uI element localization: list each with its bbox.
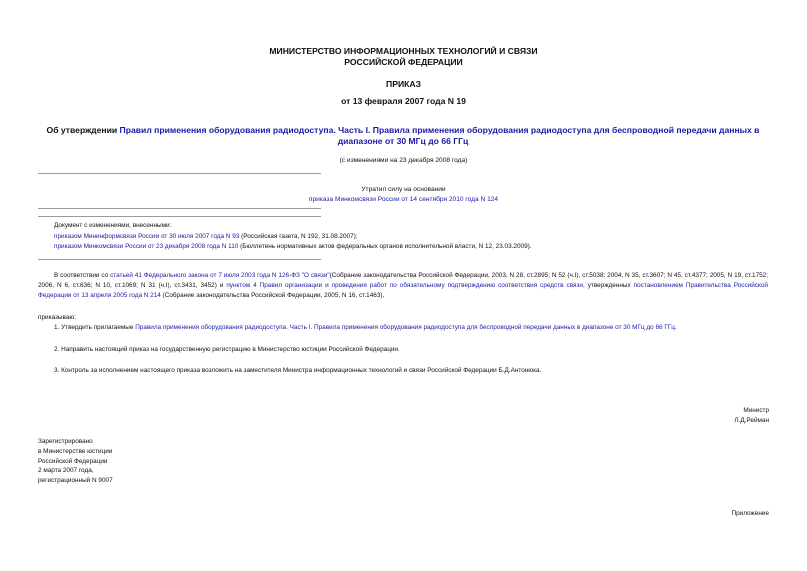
signature-position: Министр: [743, 407, 769, 414]
preamble-text: В соответствии со: [54, 272, 111, 279]
changes-item-2-link[interactable]: приказом Минкомсвязи России от 23 декабря 2008 года N 110: [54, 243, 239, 250]
preamble-text: (Собрание законодательства Российской Федерации, 2005, N 16, ст.1463),: [160, 291, 385, 299]
lapsed-note: Утратил силу на основании: [361, 186, 446, 193]
registration-line: 2 марта 2007 года,: [38, 467, 94, 475]
law-link[interactable]: статьей 41 Федерального закона от 7 июля 2003 года N 126-ФЗ "О связи": [110, 272, 330, 279]
changes-heading: Документ с изменениями, внесенными:: [54, 222, 172, 229]
document-type: ПРИКАЗ: [386, 79, 421, 89]
order-item-3: 3. Контроль за исполнением настоящего приказа возложить на заместителя Министра информационных технологий и связи Российской Федерации Б.Д.Антонюка.: [54, 367, 542, 374]
order-item-1: [54, 323, 677, 333]
appendix-label: Приложение: [731, 510, 769, 517]
document-title: [36, 125, 770, 147]
order-word: приказываю:: [38, 314, 76, 321]
preamble-text: , утвержденных: [582, 281, 634, 289]
registration-line: регистрационный N 9007: [38, 477, 113, 485]
divider: [38, 173, 321, 174]
registration-block: [38, 437, 113, 486]
changes-item-2-source: (Бюллетень нормативных актов федеральных органов исполнительной власти, N 12, 23.03.2009).: [238, 243, 532, 250]
title-link[interactable]: Правил применения оборудования радиодоступа. Часть I. Правила применения оборудования радиодоступа для беспроводной передачи данных в диапазоне от 30 МГц до 66 ГГц: [119, 125, 760, 146]
title-prefix: Об утверждении: [46, 125, 120, 135]
divider: [38, 259, 321, 260]
changes-item-1: [54, 232, 358, 242]
document-date: от 13 февраля 2007 года N 19: [341, 96, 466, 106]
registration-line: в Министерстве юстиции: [38, 447, 113, 455]
order-item-2: 2. Направить настоящий приказ на государственную регистрацию в Министерство юстиции Российской Федерации.: [54, 346, 400, 353]
order-item-1-link[interactable]: Правила применения оборудования радиодоступа. Часть I. Правила применения оборудования радиодоступа для беспроводной передачи данных в диапазоне от 30 МГц до 66 ГГц: [135, 324, 675, 331]
amendments-note: (с изменениями на 23 декабря 2008 года): [339, 157, 468, 164]
divider: [38, 208, 321, 209]
changes-item-2: [54, 242, 532, 252]
preamble-text: (Собрание законодательства Российской Федерации, 2003, N 28, ст.2895; N 52 (ч.I), ст.5038; 2004, N 35, ст.3607; N 45, ст.4377; 2005, N 19, ст.1752; 2006, N 6, ст.636; N 10, ст.1069; N 31 (ч.I), ст.3431, 3452) и: [38, 272, 769, 289]
divider: [38, 216, 321, 217]
ministry-name-line1: МИНИСТЕРСТВО ИНФОРМАЦИОННЫХ ТЕХНОЛОГИЙ И СВЯЗИ: [269, 46, 538, 56]
ministry-name-line2: РОССИЙСКОЙ ФЕДЕРАЦИИ: [344, 57, 463, 67]
order-item-1-end: .: [674, 324, 677, 331]
registration-line: Зарегистрировано: [38, 438, 93, 445]
changes-item-1-source: (Российская газета, N 192, 31.08.2007);: [239, 233, 358, 240]
order-item-1-text: 1. Утвердить прилагаемые: [54, 324, 136, 331]
lapsed-link[interactable]: приказа Минкомсвязи России от 14 сентября 2010 года N 124: [308, 196, 499, 203]
changes-item-1-link[interactable]: приказом Мининформсвязи России от 30 июля 2007 года N 93: [54, 233, 240, 240]
rules-link[interactable]: пунктом 4 Правил организации и проведения работ по обязательному подтверждению соответствия средств связи: [226, 281, 583, 289]
registration-line: Российской Федерации: [38, 457, 108, 465]
preamble-paragraph: [38, 271, 768, 300]
signature-name: Л.Д.Рейман: [734, 417, 769, 424]
resolution-link[interactable]: постановлением Правительства Российской Федерации от 13 апреля 2005 года N 214: [38, 281, 768, 299]
